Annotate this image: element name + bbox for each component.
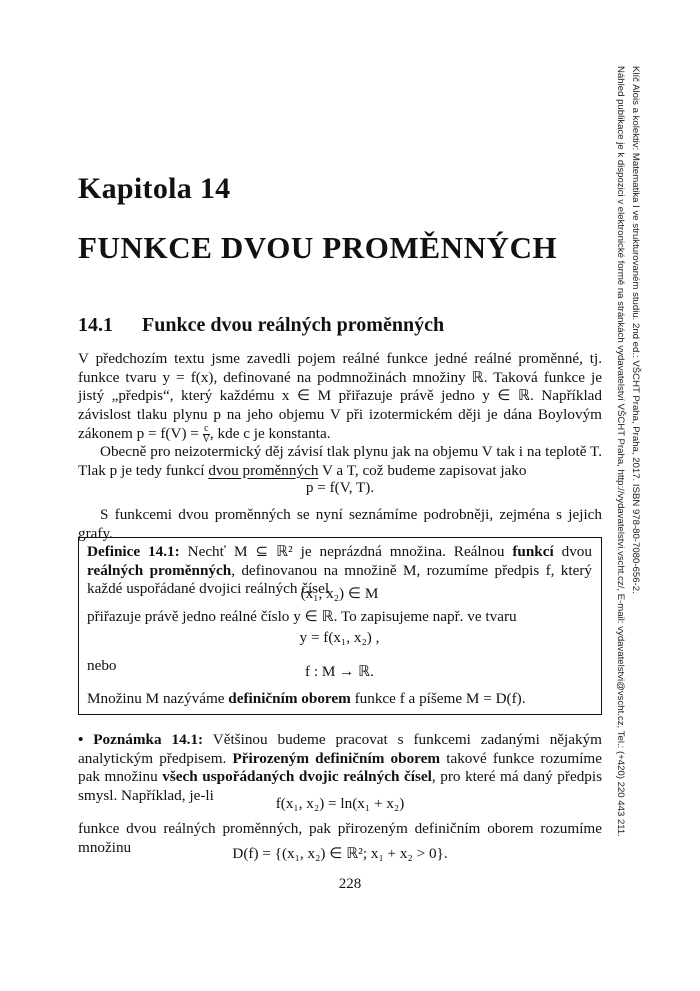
section-heading: [78, 314, 444, 337]
definition-equation-y: y = f(x₁, x₂) ,: [299, 629, 380, 646]
side-note-line-1: Klíč Alois a kolektiv: Matematika I ve strukturovaném studiu. 2nd ed.: VŠCHT Praha, Praha, 2017. ISBN 978-80-7080-656-2.: [630, 66, 641, 594]
paragraph-graphs: S funkcemi dvou proměnných se nyní seznámíme podrobněji, zejména s jejich grafy.: [78, 506, 602, 542]
chapter-label: Kapitola 14: [78, 172, 231, 205]
remark-label: • Poznámka 14.1:: [78, 731, 204, 748]
definition-text: Definice 14.1: Nechť M ⊆ ℝ² je neprázdná množina. Reálnou funkcí dvou reálných proměnných, definovanou na množině M, rozumíme předpis f, který každé uspořádané dvojici reálných čísel: [87, 543, 592, 597]
definition-equation-pair: (x₁, x₂) ∈ M: [300, 585, 379, 602]
fraction: $\frac{c}{V}$: [202, 423, 210, 445]
side-note-line-2: Náhled publikace je k dispozici v elektronické formě na stránkách vydavatelství VŠCHT Praha, http://vydavatelstvi.vscht.cz/, E-mail: vydavatelstvi@vscht.cz, Tel.: (+420) 220 443 211.: [615, 66, 626, 837]
definition-box: [78, 537, 602, 715]
remark-text: • Poznámka 14.1: Většinou budeme pracovat s funkcemi zadanými nějakým analytickým předpisem. Přirozeným definičním oborem takové funkce rozumíme pak množinu všech uspořádaných dvojic reálných čísel, pro které má daný předpis smysl. Například, je-li: [78, 731, 603, 804]
paragraph-two-variables: Obecně pro neizotermický děj závisí tlak plynu jak na objemu V tak i na teplotě T. Tlak p je tedy funkcí dvou proměnných V a T, což budeme zapisovat jako: [78, 443, 602, 479]
definition-equation-mapping: f : M → ℝ.: [305, 663, 374, 680]
definition-domain-text: Množinu M nazýváme definičním oborem funkce f a píšeme M = D(f).: [87, 690, 526, 707]
page-number: 228: [338, 876, 362, 892]
remark-function-text: funkce dvou reálných proměnných, pak přirozeným definičním oborem rozumíme množinu: [78, 820, 602, 856]
underlined-term: dvou proměnných: [208, 461, 319, 479]
paragraph-intro: V předchozím textu jsme zavedli pojem reálné funkce jedné reálné proměnné, tj. funkce tvaru y = f(x), definované na podmnožinách množiny ℝ. Taková funkce je jistý „předpis“, který každému x ∈ M přiřazuje právě jedno y ∈ ℝ. Například závislost tlaku plynu p na jeho objemu V při izotermickém ději je dána Boylovým zákonem p = f(V) = $\frac{c}{V}$ , kde c je konstanta.: [78, 350, 602, 445]
remark-equation-domain: D(f) = {(x₁, x₂) ∈ ℝ²; x₁ + x₂ > 0}.: [232, 845, 448, 862]
definition-or: nebo: [87, 657, 117, 674]
remark-equation-ln: f(x₁, x₂) = ln(x₁ + x₂): [275, 795, 405, 812]
equation-p-f-v-t: p = f(V, T).: [305, 479, 375, 496]
definition-label: Definice 14.1:: [87, 543, 180, 560]
section-title: Funkce dvou reálných proměnných: [142, 314, 445, 336]
definition-assigns-text: přiřazuje právě jedno reálné číslo y ∈ ℝ. To zapisujeme např. ve tvaru: [87, 608, 517, 625]
chapter-title: FUNKCE DVOU PROMĚNNÝCH: [78, 230, 558, 265]
section-number: 14.1: [78, 314, 113, 336]
